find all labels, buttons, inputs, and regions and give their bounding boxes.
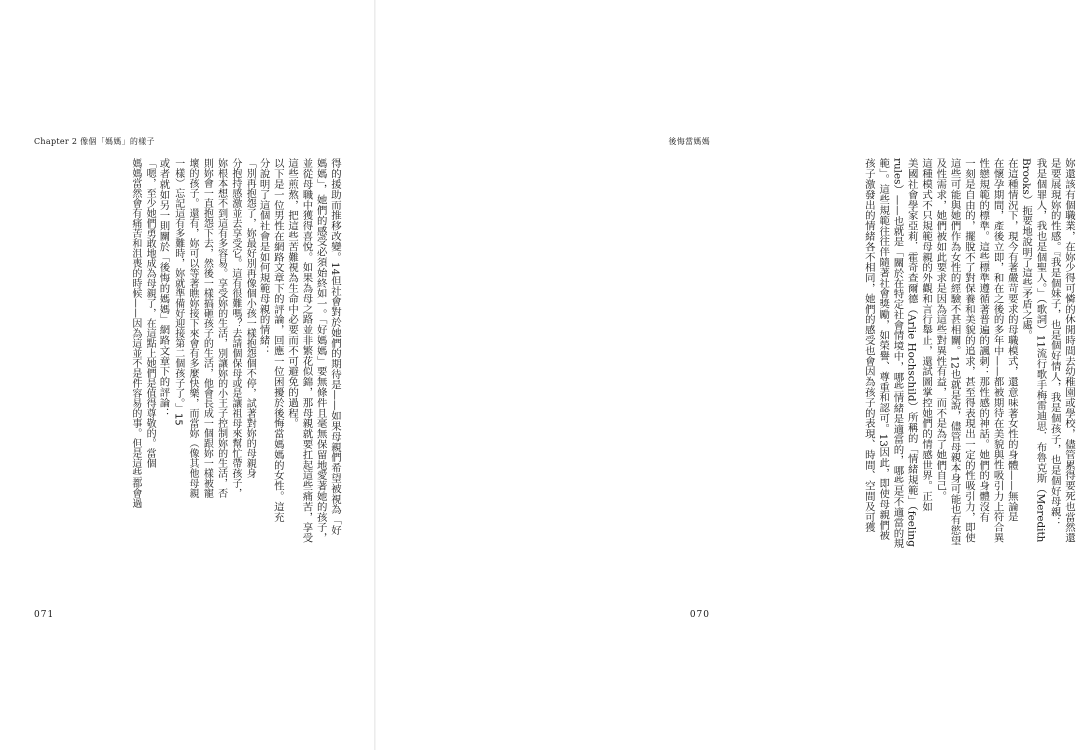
left-page-body: [36, 158, 342, 548]
text-line: 美國社會學家亞莉．霍奇查爾德（Arlie Hochschild）所稱的「情緒規範」（feeling: [905, 158, 918, 547]
text-line: 在這種情況下，現今有著嚴苛要求的母職模式，還意味著女性的身體——無論是: [1005, 158, 1018, 522]
text-line: 分說明了這個社會是如何規範母親的情緒：: [257, 158, 270, 356]
text-line: 是要展現妳的性感。『我是個妹子，也是個好情人，我是個孩子，也是個好母親：: [1048, 158, 1061, 528]
book-gutter: [374, 0, 376, 750]
text-line: 孩子激發出的情緒各不相同，她們的感受也會因為孩子的表現、時間、空間及可獲: [862, 158, 875, 533]
left-page: [0, 0, 375, 750]
text-line: 這種模式不只規範母親的外觀和言行舉止，還試圖掌控她們的情感世界。正如: [920, 158, 933, 512]
text-line: 以下是一位男性在網路文章下的評論，回應一位困擾於後悔當媽媽的女性。這充: [271, 158, 284, 522]
text-line: 這些煎熬，把這些苦難視為生命中必要而不可避免的過程。: [286, 158, 299, 429]
quoted-comment-line: 「嗯，至少她們勇敢地成為母親了，在這點上她們是值得尊敬的。當個: [144, 158, 156, 468]
text-line: 在懷孕期間，產後立即，和在之後的多年中——都被期待在美貌與性吸引力上符合異: [991, 158, 1004, 543]
right-page: [375, 0, 1075, 750]
text-line: 媽媽」，她們的感受必須始終如一。「好媽媽」要無條件且毫無保留地愛著她的孩子，: [314, 158, 327, 543]
text-line: 範」。這些規範往往伴隨著社會獎勵，如榮譽、尊重和認可。13因此，即使母親們被: [877, 158, 890, 541]
text-line: 性戀規範的標準。這些標準遵循著普遍的諷刺：那性感的神話。她們的身體沒有: [977, 158, 990, 522]
page-number: 070: [689, 610, 710, 620]
page-number: 071: [34, 610, 55, 620]
quoted-comment-line: 分抱持感激並去享受它。這有很難嗎？去請個保母或是讓祖母來幫忙帶孩子，: [229, 158, 241, 498]
text-line: Brooks）扼要地說明了這些矛盾之處。: [1020, 158, 1033, 341]
text-line: rules）——也就是「關於在特定社會情境中，哪些情緒是適當的，哪些是不適當的規: [891, 158, 904, 549]
text-line: 及性需求，她們被如此要求是因為這些對異性有益，而不是為了她們自己。: [934, 158, 947, 502]
text-line: 妳還該有個職業，在妳少得可憐的休閒時間去幼稚園或學校，儘管累得要死也當然還: [1063, 158, 1075, 543]
text-line: 我是個罪人，我也是個聖人。」（歌詞）11流行歌手梅雷迪思．布魯克斯（Meredith: [1034, 158, 1047, 543]
quoted-comment-line: 妳根本想不到這有多容易。享受妳的生活，別讓妳的小王子控制妳的生活，否: [215, 158, 227, 498]
quoted-comment-line: 則妳會一直抱怨下去，然後一樣搞砸孩子的生活，他會長成一個跟妳一樣被寵: [201, 158, 213, 498]
book-title-running-header: 後悔當媽媽: [668, 137, 710, 146]
text-line: 並從母職中獲得喜悅。如果為母之路並非繁花似錦，那母親就要扛起這些痛苦，享受: [300, 158, 313, 543]
text-line: 得的援助而推移改變。14但社會對於她們的期待是——如果母親們希望被視為「好: [329, 158, 341, 536]
quoted-comment-line: 「別再抱怨了，妳最好別再像個小孩一樣抱怨個不停，試著對妳的母親身: [244, 158, 256, 478]
quoted-comment-line: 一樣）忘記這有多難時，妳就準備好迎接第二個孩子了。」15: [172, 158, 184, 426]
quoted-comment-line: 媽媽當然會有痛苦和沮喪的時候——因為這並不是件容易的事。但是這些都會過: [129, 158, 141, 508]
right-page-body: [780, 158, 1076, 548]
text-line: 這些可能與她們作為女性的經驗不甚相關。12也就是說，儘管母親本身可能也有慾望: [948, 158, 961, 546]
text-line: 一刻是自由的，擺脫不了對保養和美貌的追求，甚至得表現出一定的性吸引力，即使: [962, 158, 975, 543]
text-line: 或者就如另一則關於「後悔的媽媽」網路文章下的評論：: [157, 158, 170, 418]
quoted-comment-line: 壞的孩子。還有，妳可以等著瞧妳接下來會有多麼快樂，而當妳（像其他母親: [187, 158, 199, 498]
chapter-running-header: Chapter 2 像個「媽媽」的樣子: [34, 137, 155, 146]
